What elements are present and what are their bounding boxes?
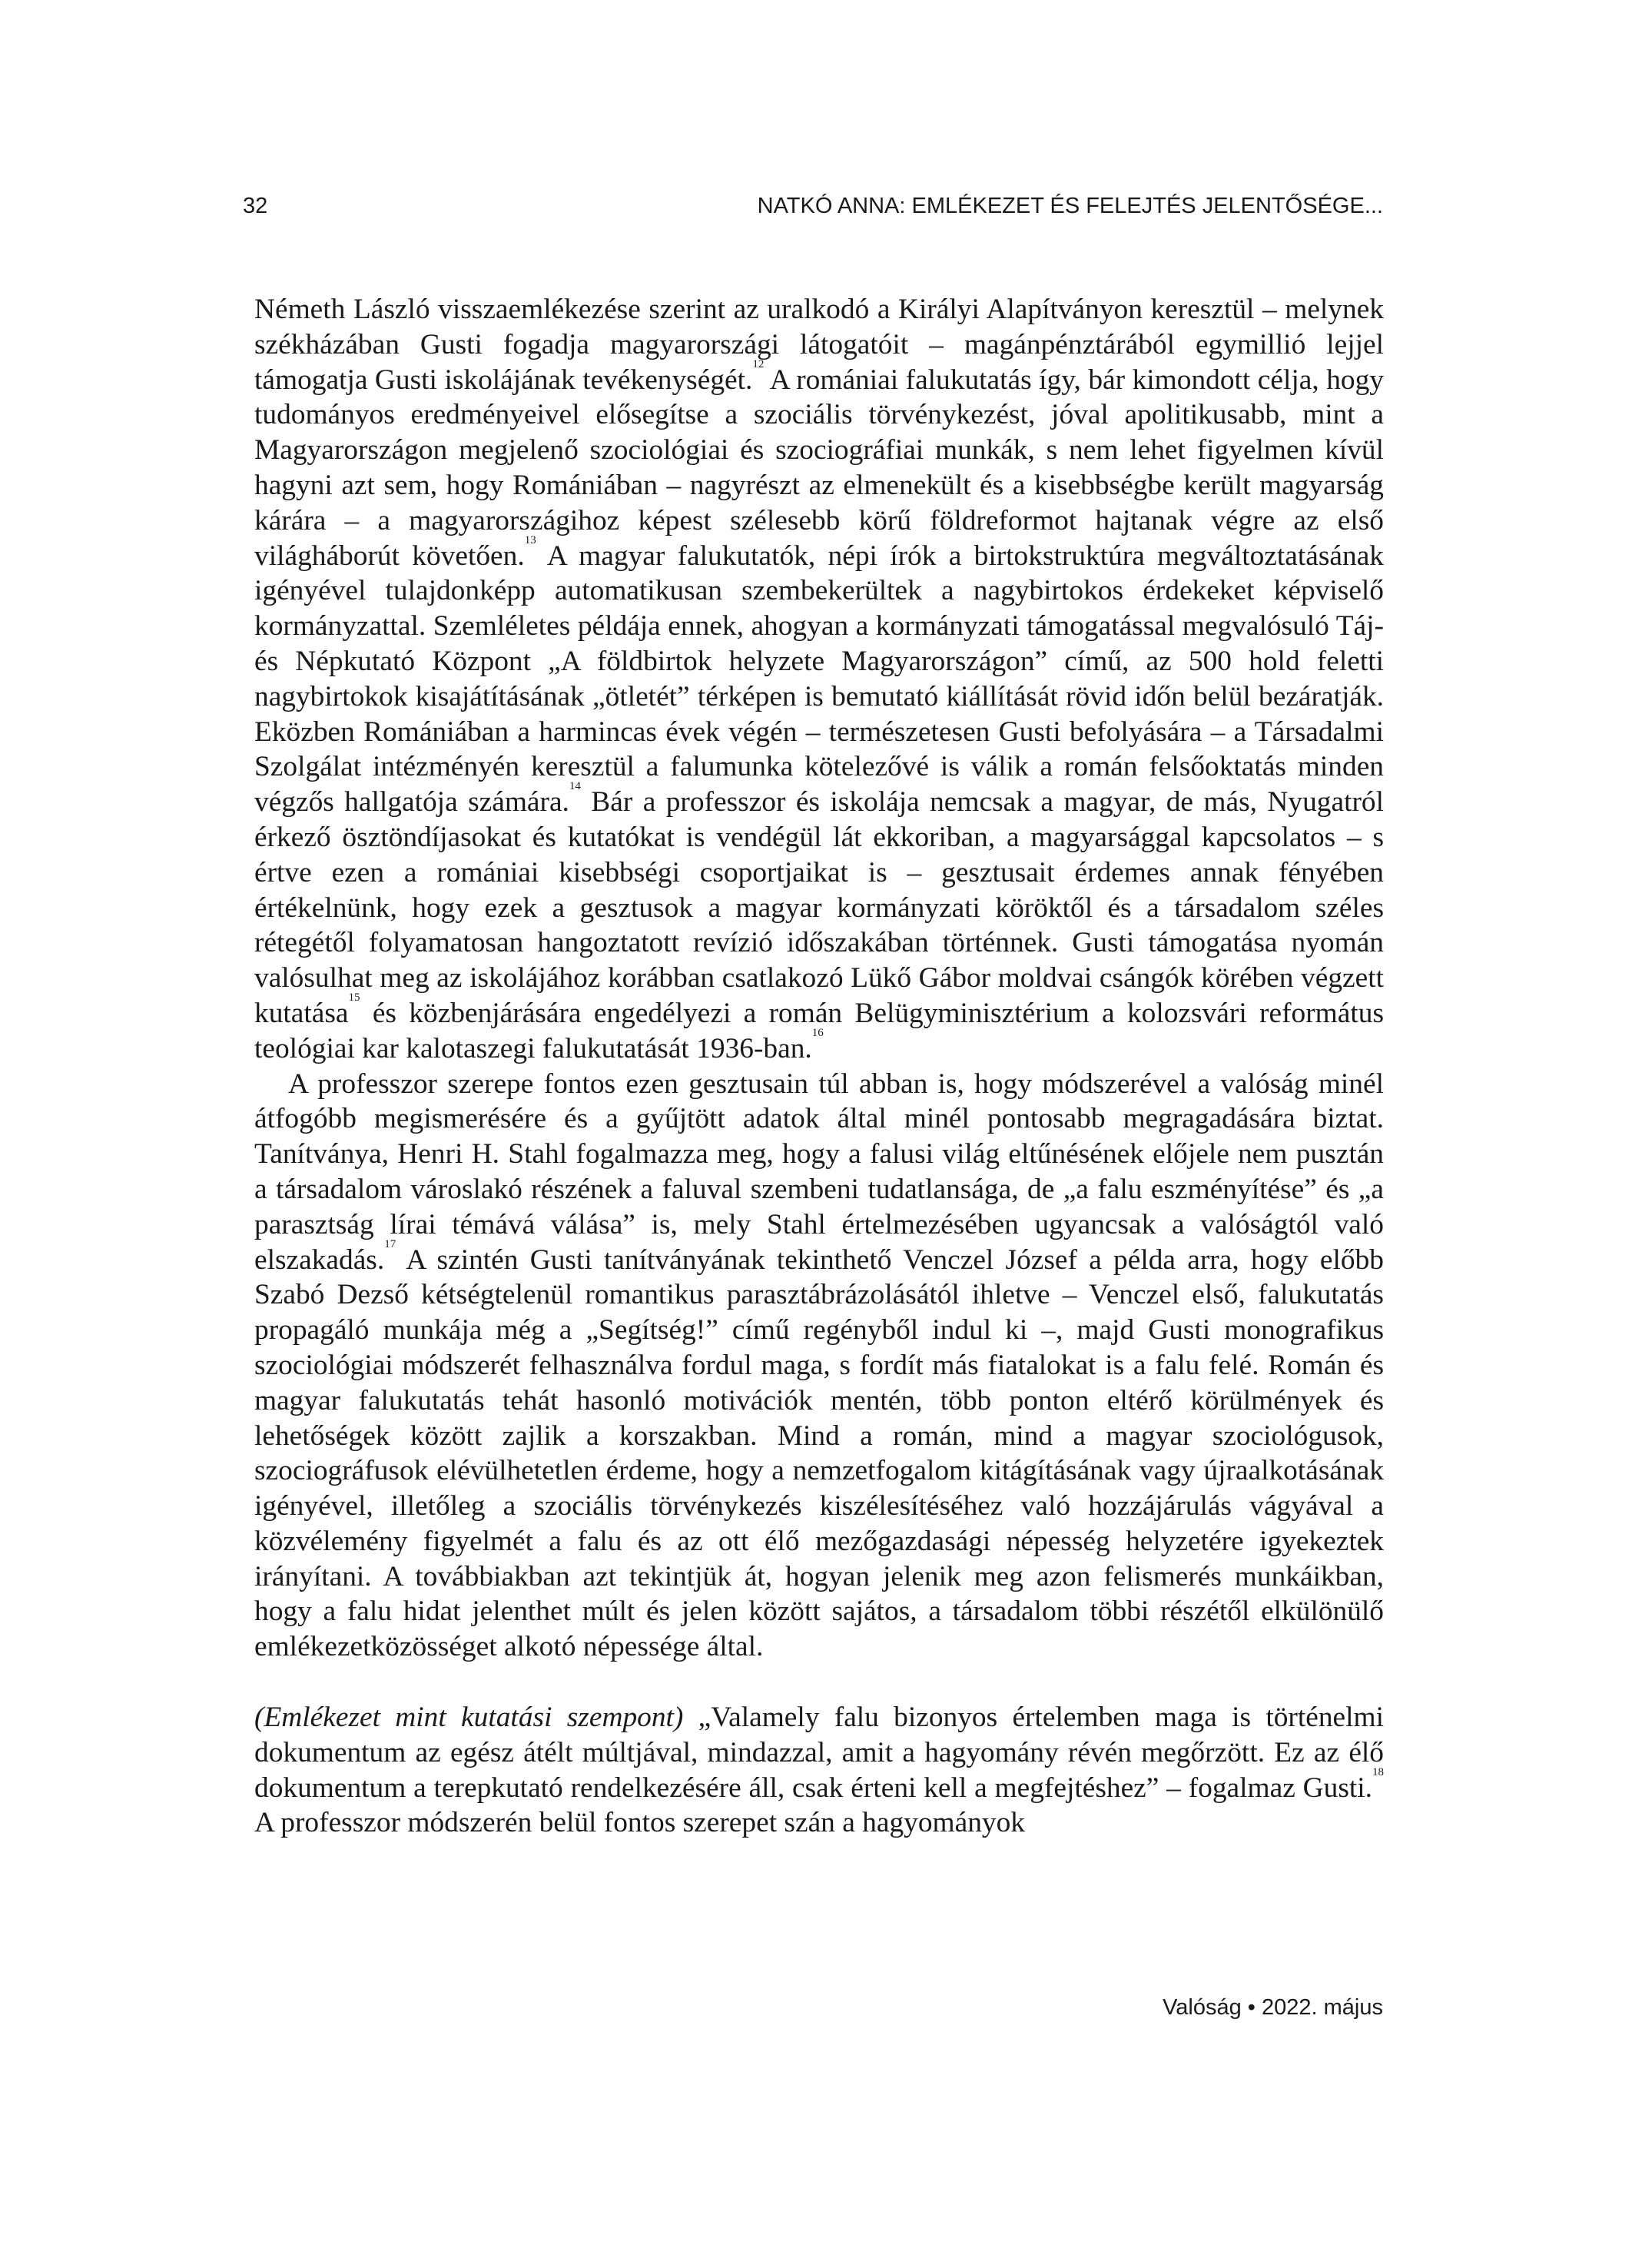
article-body — [254, 292, 1384, 1841]
paragraph-1-text-2: A romániai falukutatás így, bár kimondott célja, hogy tudományos eredményeivel elősegítse a szociális törvénykezést, jóval apolitikusabb, mint a Magyarországon megjelenő szociológiai és szociográfiai munkák, s nem lehet figyelmen kívül hagyni azt sem, hogy Romániában – nagyrészt az elmenekült és a kisebbségbe került magyarság kárára – a magyarországihoz képest szélesebb körű földreformot hajtanak végre az első világháborút követően. — [254, 364, 1384, 572]
footnote-ref-17: 17 — [384, 1237, 396, 1250]
section-heading: (Emlékezet mint kutatási szempont) — [254, 1702, 684, 1734]
paragraph-2-text-1: A professzor szerepe fontos ezen gesztusain túl abban is, hogy módszerével a valóság minél átfogóbb megismerésére és a gyűjtött adatok által minél pontosabb megragadására biztat. Tanítványa, Henri H. Stahl fogalmazza meg, hogy a falusi világ eltűnésének előjele nem pusztán a társadalom városlakó részének a faluval szembeni tudatlansága, de „a falu eszményítése” és „a parasztság lírai témává válása” is, mely Stahl értelmezésében ugyancsak a valóságtól való elszakadás. — [254, 1068, 1384, 1276]
paragraph-1-text-4: Bár a professzor és iskolája nemcsak a magyar, de más, Nyugatról érkező ösztöndíjasokat és kutatókat is vendégül lát ekkoriban, a magyarsággal kapcsolatos – s értve ezen a romániai kisebbségi csoportjaikat is – gesztusait érdemes annak fényében értékelnünk, hogy ezek a gesztusok a magyar kormányzati köröktől és a társadalom széles rétegétől folyamatosan hangoztatott revízió időszakában történnek. Gusti támogatása nyomán valósulhat meg az iskolájához korábban csatlakozó Lükő Gábor moldvai csángók körében végzett kutatása — [254, 786, 1384, 1029]
journal-footer: Valóság • 2022. május — [1163, 1995, 1383, 2020]
footnote-ref-18: 18 — [1372, 1765, 1384, 1778]
footnote-ref-15: 15 — [348, 991, 360, 1004]
paragraph-1-text-1: Németh László visszaemlékezése szerint az uralkodó a Királyi Alapítványon keresztül – melynek székházában Gusti fogadja magyarországi látogatóit – magánpénztárából egymillió lejjel támogatja Gusti iskolájának tevékenységét. — [254, 294, 1384, 396]
paragraph-2-text-2: A szintén Gusti tanítványának tekinthető Venczel József a példa arra, hogy előbb Szabó Dezső kétségtelenül romantikus parasztábrázolásától ihletve – Venczel első, falukutatás propagáló munkája még a „Segítség!” című regényből indul ki –, majd Gusti monografikus szociológiai módszerét felhasználva fordul maga, s fordít más fiatalokat is a falu felé. Román és magyar falukutatás tehát hasonló motivációk mentén, több ponton eltérő körülmények és lehetőségek között zajlik a korszakban. Mind a román, mind a magyar szociológusok, szociográfusok elévülhetetlen érdeme, hogy a nemzetfogalom kitágításának vagy újraalkotásának igényével, illetőleg a szociális törvénykezés kiszélesítéséhez való hozzájárulás vágyával a közvélemény figyelmét a falu és az ott élő mezőgazdasági népesség helyzetére igyekeztek irányítani. A továbbiakban azt tekintjük át, hogyan jelenik meg azon felismerés munkáikban, hogy a falu hidat jelenthet múlt és jelen között sajátos, a társadalom többi részétől elkülönülő emlékezetközösséget alkotó népessége által. — [254, 1244, 1384, 1663]
page-number: 32 — [243, 194, 268, 218]
paragraph-2 — [254, 1067, 1384, 1665]
running-title: NATKÓ ANNA: EMLÉKEZET ÉS FELEJTÉS JELENTŐSÉGE... — [757, 194, 1383, 218]
running-header — [243, 187, 1383, 225]
paragraph-3 — [254, 1700, 1384, 1841]
paragraph-1-text-3: A magyar falukutatók, népi írók a birtokstruktúra megváltoztatásának igényével tulajdonképp automatikusan szembekerültek a nagybirtokos érdekeket képviselő kormányzattal. Szemléletes példája ennek, ahogyan a kormányzati támogatással megvalósuló Táj- és Népkutató Központ „A földbirtok helyzete Magyarországon” című, az 500 hold feletti nagybirtokok kisajátításának „ötletét” térképen is bemutató kiállítását rövid időn belül bezáratják. Eközben Romániában a harmincas évek végén – természetesen Gusti befolyására – a Társadalmi Szolgálat intézményén keresztül a falumunka kötelezővé is válik a román felsőoktatás minden végzős hallgatója számára. — [254, 540, 1384, 819]
footnote-ref-14: 14 — [569, 780, 581, 793]
footnote-ref-12: 12 — [752, 357, 765, 370]
paragraph-1-text-5: és közbenjárására engedélyezi a román Belügyminisztérium a kolozsvári református teológiai kar kalotaszegi falukutatását 1936-ban. — [254, 997, 1384, 1064]
paragraph-1 — [254, 292, 1384, 1067]
footnote-ref-13: 13 — [524, 533, 536, 546]
paragraph-3-text-2: A professzor módszerén belül fontos szerepet szán a hagyományok — [254, 1807, 1025, 1839]
paragraph-3-text-1: „Valamely falu bizonyos értelemben maga is történelmi dokumentum az egész átélt múltjával, mindazzal, amit a hagyomány révén megőrzött. Ez az élő dokumentum a terepkutató rendelkezésére áll, csak érteni kell a megfejtéshez” – fogalmaz Gusti. — [254, 1702, 1384, 1804]
footnote-ref-16: 16 — [811, 1026, 824, 1039]
